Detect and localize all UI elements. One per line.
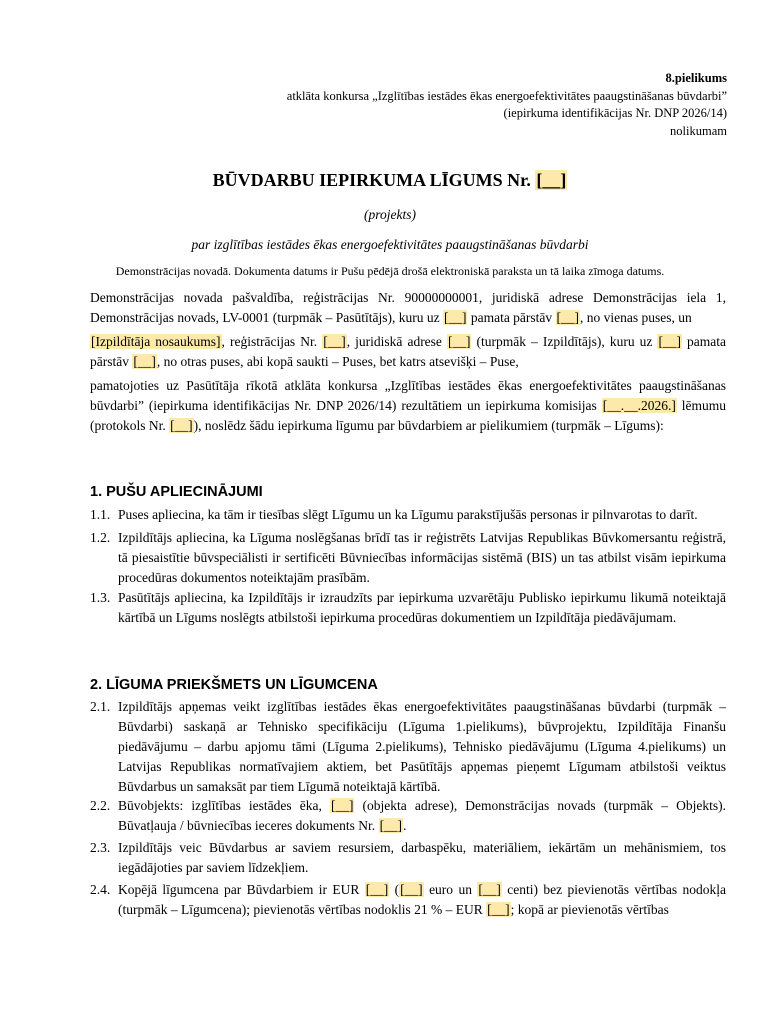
text-span: , no vienas puses, un (580, 310, 692, 325)
text-span: , no otras puses, abi kopā saukti – Puses, bet katrs atsevišķi – Puse, (156, 354, 519, 369)
text-span: , reģistrācijas Nr. (221, 334, 323, 349)
annex-line-1: atklāta konkursa „Izglītības iestādes ēkas energoefektivitātes paaugstināšanas būvdarbi” (286, 88, 727, 103)
placeholder-field: [__] (400, 882, 423, 897)
text-span: lēmumu (protokols Nr. (90, 398, 726, 433)
section-1-heading: 1. PUŠU APLIECINĀJUMI (90, 484, 263, 500)
clause-1-1 (90, 505, 726, 525)
annex-reference (207, 70, 727, 140)
section-2-heading: 2. LĪGUMA PRIEKŠMETS UN LĪGUMCENA (90, 677, 378, 693)
date-placeholder: [__.__.2026.] (602, 398, 676, 413)
clause-number: 2.3. (90, 840, 111, 855)
placeholder-field: [__] (323, 334, 346, 349)
placeholder-field: [__] (658, 334, 681, 349)
placeholder-field: [__] (447, 334, 471, 349)
clause-number: 1.1. (90, 507, 111, 522)
text-span: pamata pārstāv (467, 310, 556, 325)
text-span: ( (389, 882, 400, 897)
clause-number: 2.2. (90, 798, 111, 813)
placeholder-field: [__] (330, 798, 354, 813)
text-span: (turpmāk – Izpildītājs), kuru uz (471, 334, 658, 349)
contract-subject: par izglītības iestādes ēkas energoefektivitātes paaugstināšanas būvdarbi (191, 237, 589, 252)
clause-number: 1.2. (90, 530, 111, 545)
clause-2-2 (90, 796, 726, 836)
text-span: centi) bez pievienotās vērtības nodokļa (turpmāk – Līgumcena); pievienotās vērtības nodoklis 21 % – EUR (118, 882, 726, 917)
clause-2-3 (90, 838, 726, 878)
clause-2-4 (90, 880, 726, 920)
text-span: euro un (423, 882, 478, 897)
contract-number-placeholder: [__] (536, 170, 567, 190)
text-span: . (403, 818, 407, 833)
placeholder-field: [__] (365, 882, 389, 897)
text-span: Demonstrācijas novada pašvaldība, reģistrācijas Nr. 90000000001, juridiskā adrese Demonstrācijas iela 1, Demonstrācijas novads, LV-0001 (turpmāk – Pasūtītājs), kuru uz (90, 290, 726, 325)
text-span: Būvobjekts: izglītības iestādes ēka, (118, 798, 330, 813)
text-span: ; kopā ar pievienotās vērtības (510, 902, 669, 917)
text-span: pamatojoties uz Pasūtītāja rīkotā atklāta konkursa „Izglītības iestādes ēkas energoefektivitātes paaugstināšanas būvdarbi” (iepirkuma identifikācijas Nr. DNP 2026/14) rezultātiem un iepirkuma komisijas (90, 378, 726, 413)
annex-line-3: nolikumam (670, 123, 727, 138)
clause-number: 2.1. (90, 699, 111, 714)
annex-line-2: (iepirkuma identifikācijas Nr. DNP 2026/14) (503, 106, 727, 120)
contract-title-text: BŪVDARBU IEPIRKUMA LĪGUMS Nr. (212, 170, 536, 190)
placeholder-field: [__] (556, 310, 580, 325)
project-label: (projekts) (364, 207, 416, 222)
clause-2-1 (90, 697, 726, 797)
text-span: ), noslēdz šādu iepirkuma līgumu par būvdarbiem ar pielikumiem (turpmāk – Līgums): (193, 418, 664, 433)
clause-text: Izpildītājs apliecina, ka Līguma noslēgšanas brīdī tas ir reģistrēts Latvijas Republikas Būvkomersantu reģistrā, tā piesaistītie būvspeciālisti ir sertificēti Būvniecības informācijas sistēmā (BIS) un tas atbilst visām iepirkuma procedūras dokumentos noteiktajām prasībām. (118, 530, 726, 585)
text-span: (objekta adrese), Demonstrācijas novads (turpmāk – Objekts). Būvatļauja / būvniecības ieceres dokuments Nr. (118, 798, 726, 833)
clause-text: Izpildītājs veic Būvdarbus ar saviem resursiem, darbaspēku, materiāliem, iekārtām un mehānismiem, tos iegādājoties par saviem līdzekļiem. (118, 840, 726, 875)
clause-text: Puses apliecina, ka tām ir tiesības slēgt Līgumu un ka Līgumu parakstījušās personas ir pilnvarotas to darīt. (118, 507, 698, 522)
text-span: , juridiskā adrese (346, 334, 447, 349)
placeholder-field: [__] (379, 818, 403, 833)
placeholder-field: [__] (443, 310, 467, 325)
contractor-name-placeholder: [Izpildītāja nosaukums] (91, 334, 221, 349)
placeholder-field: [__] (487, 902, 510, 917)
place-and-date-note: Demonstrācijas novadā. Dokumenta datums ir Pušu pēdējā drošā elektroniskā paraksta un tā laika zīmoga datums. (115, 264, 665, 278)
clause-text: Pasūtītājs apliecina, ka Izpildītājs ir izraudzīts par iepirkuma uzvarētāju Publisko iepirkumu likumā noteiktajā kārtībā un Līgums noslēgts atbilstoši iepirkuma procedūras dokumentiem un Izpildītāja piedāvājumam. (118, 590, 726, 625)
text-span: pamata pārstāv (90, 334, 726, 369)
annex-number: 8.pielikums (665, 71, 727, 85)
intro-paragraph-customer (90, 288, 726, 328)
placeholder-field: [__] (478, 882, 501, 897)
intro-paragraph-contractor (90, 332, 726, 372)
intro-paragraph-basis (90, 376, 726, 436)
text-span: Kopējā līgumcena par Būvdarbiem ir EUR (118, 882, 365, 897)
clause-text: Izpildītājs apņemas veikt izglītības iestādes ēkas energoefektivitātes paaugstināšanas būvdarbi (turpmāk – Būvdarbi) saskaņā ar Tehnisko specifikāciju (Līguma 1.pielikums), būvprojektu, Izpildītāja Finanšu piedāvājumu – darbu apjomu tāmi (Līguma 2.pielikums), Tehnisko piedāvājumu (Līguma 4.pielikums) un Latvijas Republikas normatīvajiem aktiem, bet Pasūtītājs apņemas pieņemt Līgumam atbilstoši veiktus Būvdarbus un samaksāt par tiem Līgumā noteiktajā kārtībā. (118, 699, 726, 794)
clause-number: 2.4. (90, 882, 111, 897)
clause-1-3 (90, 588, 726, 628)
clause-text (118, 880, 726, 920)
contract-title (0, 170, 780, 191)
placeholder-field: [__] (133, 354, 156, 369)
clause-number: 1.3. (90, 590, 111, 605)
placeholder-field: [__] (170, 418, 193, 433)
clause-text (118, 796, 726, 836)
clause-1-2 (90, 528, 726, 588)
